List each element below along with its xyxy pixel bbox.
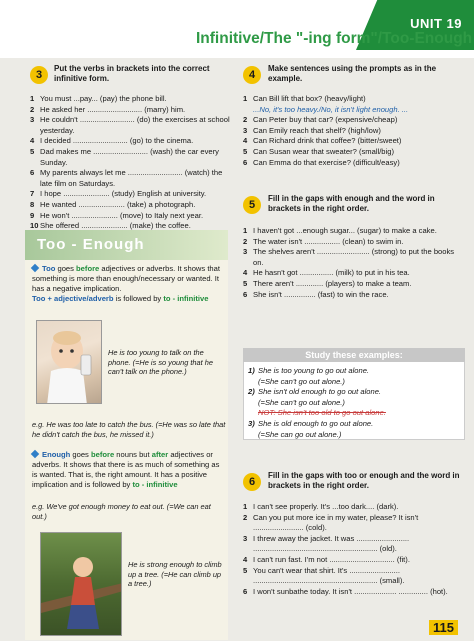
diamond-bullet-icon: [31, 450, 39, 458]
exercise-4-item: [243, 115, 465, 126]
exercise-5-item: [243, 226, 465, 237]
exercise-5-item: [243, 237, 465, 248]
exercise-3-item: [30, 200, 230, 211]
exercise-4-item: [243, 147, 465, 158]
exercise-4-instruction: Make sentences using the prompts as in the example.: [268, 64, 437, 83]
exercise-4-item: [243, 136, 465, 147]
exercise-3-item-text: I decided .......................... (go) to the cinema.: [40, 136, 194, 146]
study-example-line-text: She is old enough to go out alone.: [258, 418, 374, 428]
page-number: 115: [429, 620, 458, 635]
exercise-4-list: [243, 94, 465, 168]
study-example-line-text: (=She can't go out alone.): [258, 397, 345, 407]
exercise-4-item-text: Can Bill lift that box? (heavy/light): [253, 94, 366, 103]
exercise-4-item-text: Can Richard drink that coffee? (bitter/sweet): [253, 136, 402, 146]
study-example-line-number: 1): [248, 366, 255, 375]
baby-on-phone-photo: [36, 320, 102, 404]
exercise-5-instruction: Fill in the gaps with enough and the word in brackets in the right order.: [268, 194, 435, 213]
study-example-line: [248, 387, 462, 398]
exercise-4-item-text: Can Emma do that exercise? (difficult/easy): [253, 157, 400, 167]
exercise-3-item-number: 3: [30, 115, 35, 125]
study-example-line-number: [248, 408, 258, 419]
study-example-line-text: (=She can go out alone.): [258, 429, 342, 439]
exercise-6-item: [243, 534, 465, 555]
exercise-5-item-number: 4: [243, 268, 248, 278]
exercise-3-item-number: 7: [30, 189, 35, 199]
study-examples-list: [248, 366, 462, 440]
exercise-4-item-number: 6: [243, 157, 248, 167]
exercise-6-item: [243, 587, 465, 598]
exercise-5-item-number: 3: [243, 247, 248, 257]
baby-illustration: [37, 321, 102, 404]
enough-caption: He is strong enough to climb up a tree. (=He can climb up a tree.): [128, 560, 222, 588]
exercise-5-item: [243, 247, 465, 268]
exercise-6-item-number: 5: [243, 565, 248, 575]
exercise-6-item-text: I can't see properly. It's ...too dark.... (dark).: [253, 502, 399, 511]
page-body: [0, 58, 474, 641]
exercise-4-item: [243, 105, 465, 116]
exercise-4-item: [243, 94, 465, 105]
study-example-line-text: NOT: She isn't too old to go out alone.: [258, 408, 386, 418]
exercise-5-item-number: 6: [243, 289, 248, 299]
page-header: [0, 0, 474, 58]
exercise-6-item-text: I won't sunbathe today. It isn't .................... .............. (hot).: [253, 586, 448, 596]
diamond-bullet-icon: [31, 264, 39, 272]
exercise-3-item-number: 6: [30, 168, 35, 178]
too-enough-header: [25, 230, 228, 260]
enough-rule: Enough goes before nouns but after adjectives or adverbs. It shows that there is as much of something as is wanted. That is, the right amount. It has a positive implication and is followed by to - infinitive: [32, 450, 220, 489]
exercise-6-item: [243, 555, 465, 566]
exercise-6-item-text: I can't run fast. I'm not ............................... (fit).: [253, 554, 410, 564]
study-example-line: [248, 419, 462, 430]
study-example-line: [248, 366, 462, 377]
exercise-3-item: [30, 211, 230, 222]
study-example-line-number: 2): [248, 387, 255, 397]
exercise-6-item-number: 3: [243, 533, 248, 543]
study-example-line-text: (=She can't go out alone.): [258, 376, 345, 386]
exercise-6-item-number: 1: [243, 502, 248, 511]
exercise-3-item: [30, 168, 230, 189]
exercise-5-item-text: The water isn't ................. (clean) to swim in.: [253, 236, 404, 246]
study-example-line: [248, 430, 462, 441]
exercise-4-item: [243, 126, 465, 137]
exercise-5-number: 5: [243, 196, 261, 214]
exercise-3-item: [30, 147, 230, 168]
exercise-4-item-text: Can Susan wear that sweater? (small/big): [253, 146, 394, 156]
too-caption: He is too young to talk on the phone. (=He is so young that he can't talk on the phone.): [108, 348, 213, 376]
exercise-3-instruction: Put the verbs in brackets into the correct infinitive form.: [54, 64, 210, 83]
exercise-3-item-number: 5: [30, 146, 35, 156]
exercise-4-item-number: 5: [243, 146, 248, 156]
exercise-3-item-text: Dad makes me .......................... (wash) the car every Sunday.: [40, 146, 222, 167]
exercise-4-item-number: [243, 105, 253, 116]
exercise-3-item-number: 2: [30, 104, 35, 114]
too-example: e.g. He was too late to catch the bus. (=He was so late that he didn't catch the bus, he missed it.): [32, 420, 226, 439]
exercise-6-item-number: 2: [243, 512, 248, 522]
page-title: Infinitive/The "-ing form"/Too-Enough: [196, 30, 473, 47]
exercise-6-item: [243, 566, 465, 587]
enough-example: e.g. We've got enough money to eat out. (=We can eat out.): [32, 502, 211, 521]
exercise-5-item: [243, 290, 465, 301]
study-example-line-number: [248, 398, 258, 409]
exercise-5-item-text: I haven't got ...enough sugar... (sugar) to make a cake.: [253, 226, 437, 235]
study-example-line-text: She is too young to go out alone.: [258, 366, 370, 375]
exercise-3-item-text: I hope ...................... (study) English at university.: [40, 189, 207, 199]
exercise-3-item-number: 4: [30, 136, 35, 146]
study-example-line: [248, 377, 462, 388]
exercise-3-item: [30, 94, 230, 105]
exercise-3-item-number: 9: [30, 210, 35, 220]
exercise-4-item-text: Can Emily reach that shelf? (high/low): [253, 125, 381, 135]
exercise-3-item-number: 1: [30, 94, 35, 103]
exercise-4-item-text: ...No, it's too heavy./No, it isn't light enough. ...: [253, 104, 409, 114]
exercise-4-item-number: 2: [243, 115, 248, 125]
unit-label: UNIT 19: [410, 16, 462, 31]
exercise-4-item: [243, 158, 465, 169]
boy-in-tree-photo: [40, 532, 122, 636]
exercise-3-number: 3: [30, 66, 48, 84]
exercise-5-item: [243, 268, 465, 279]
study-examples-heading: Study these examples:: [243, 348, 465, 362]
exercise-3-item: [30, 115, 230, 136]
exercise-5-list: [243, 226, 465, 300]
study-example-line: [248, 398, 462, 409]
exercise-3-item: [30, 189, 230, 200]
exercise-6-item: [243, 502, 465, 513]
exercise-3-item-text: He wanted ...................... (take) a photograph.: [40, 199, 196, 209]
exercise-4-item-number: 4: [243, 136, 248, 146]
exercise-6-item-number: 4: [243, 554, 248, 564]
exercise-5-item-text: He hasn't got ................ (milk) to put in his tea.: [253, 268, 410, 278]
exercise-5-item-text: The shelves aren't ......................... (strong) to put the books on.: [253, 247, 457, 267]
too-rule: Too goes before adjectives or adverbs. It shows that something is more than enough/necessary or wanted. It has a negative implication. Too + adjective/adverb is followed by to - infinitive: [32, 264, 220, 303]
exercise-3-item-text: He won't ...................... (move) to Italy next year.: [40, 210, 204, 220]
study-example-line-number: [248, 430, 258, 441]
study-example-line-number: [248, 377, 258, 388]
exercise-3-item-text: You must ...pay... (pay) the phone bill.: [40, 94, 167, 103]
exercise-5-item: [243, 279, 465, 290]
exercise-6-instruction: Fill in the gaps with too or enough and the word in brackets in the right order.: [268, 471, 460, 490]
exercise-4-item-number: 1: [243, 94, 248, 103]
study-example-line-text: She isn't old enough to go out alone.: [258, 387, 382, 397]
study-example-line: [248, 408, 462, 419]
exercise-3-item-text: My parents always let me .......................... (watch) the late film on Saturdays.: [40, 168, 225, 188]
exercise-4-number: 4: [243, 66, 261, 84]
study-example-line-number: 3): [248, 418, 255, 428]
exercise-5-item-number: 1: [243, 226, 248, 235]
exercise-3-item-text: He asked her .......................... (marry) him.: [40, 104, 186, 114]
exercise-3-item-number: 8: [30, 199, 35, 209]
exercise-6-item-text: You can't wear that shirt. It's ........................ ........................................................... (small).: [253, 565, 405, 586]
exercise-5-item-number: 5: [243, 278, 248, 288]
exercise-3-item-text: She offered ...................... (make) the coffee.: [40, 221, 191, 231]
exercise-6-item: [243, 513, 465, 534]
exercise-3-item: [30, 105, 230, 116]
exercise-4-item-number: 3: [243, 125, 248, 135]
exercise-5-item-number: 2: [243, 236, 248, 246]
exercise-3-item-number: 10: [30, 221, 39, 231]
exercise-4-item-text: Can Peter buy that car? (expensive/cheap): [253, 115, 398, 125]
too-enough-heading: Too - Enough: [37, 236, 145, 253]
tree-illustration: [41, 533, 122, 636]
exercise-6-number: 6: [243, 473, 261, 491]
exercise-6-item-text: I threw away the jacket. It was ......................... ........................................................... (old).: [253, 533, 412, 554]
exercise-5-item-text: There aren't ............. (players) to make a team.: [253, 278, 412, 288]
exercise-6-item-text: Can you put more ice in my water, please? It isn't ........................ (cold).: [253, 512, 421, 533]
exercise-3-item: [30, 136, 230, 147]
exercise-6-item-number: 6: [243, 586, 248, 596]
exercise-5-item-text: She isn't ............... (fast) to win the race.: [253, 289, 389, 299]
exercise-3-item-text: He couldn't .......................... (do) the exercises at school yesterday.: [40, 115, 232, 135]
exercise-6-list: [243, 502, 465, 597]
exercise-3-list: [30, 94, 230, 232]
